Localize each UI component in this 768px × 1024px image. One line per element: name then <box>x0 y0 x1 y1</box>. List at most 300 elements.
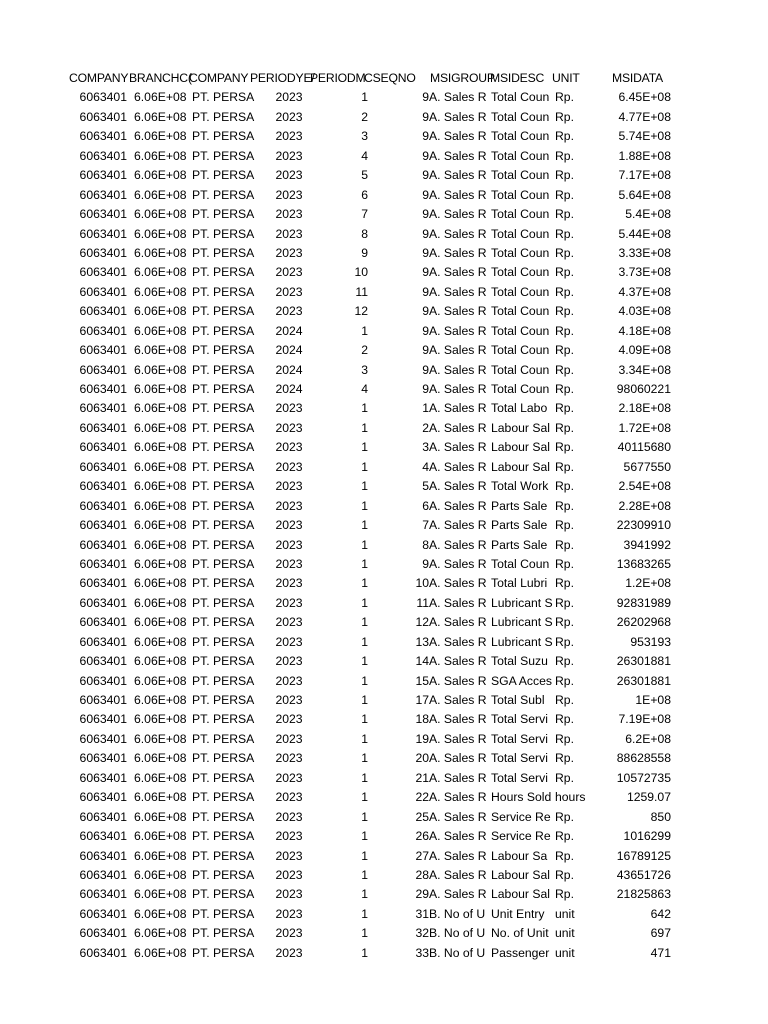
cell-periodmonth[interactable]: 1 <box>361 420 368 435</box>
cell-company[interactable]: 6063401 <box>79 809 127 824</box>
cell-periodyear[interactable]: 2023 <box>275 595 303 610</box>
cell-msidata[interactable]: 850 <box>650 809 671 824</box>
cell-unit[interactable]: Rp. <box>555 129 574 144</box>
cell-unit[interactable]: Rp. <box>555 498 574 513</box>
cell-periodmonth[interactable]: 1 <box>361 712 368 727</box>
cell-company[interactable]: 6063401 <box>79 945 127 960</box>
cell-periodmonth[interactable]: 5 <box>361 168 368 183</box>
cell-msidesc[interactable]: Total Coun <box>491 187 550 202</box>
cell-msidata[interactable]: 4.77E+08 <box>618 109 671 124</box>
cell-companyname[interactable]: PT. PERSA <box>192 459 255 474</box>
cell-periodyear[interactable]: 2023 <box>275 693 303 707</box>
cell-periodyear[interactable]: 2023 <box>275 265 303 280</box>
cell-msigroup[interactable]: A. Sales R <box>429 90 487 105</box>
cell-periodmonth[interactable]: 1 <box>361 615 368 630</box>
header-msidesc[interactable]: MSIDESC <box>490 71 545 85</box>
cell-cseqno[interactable]: 9 <box>422 265 429 280</box>
cell-companyname[interactable]: PT. PERSA <box>192 790 255 805</box>
cell-unit[interactable]: Rp. <box>555 323 574 338</box>
cell-branchcode[interactable]: 6.06E+08 <box>134 265 187 280</box>
cell-unit[interactable]: Rp. <box>555 829 574 844</box>
cell-branchcode[interactable]: 6.06E+08 <box>134 673 187 688</box>
cell-msigroup[interactable]: A. Sales R <box>429 168 487 183</box>
cell-branchcode[interactable]: 6.06E+08 <box>134 226 187 241</box>
cell-periodyear[interactable]: 2023 <box>275 245 303 260</box>
cell-companyname[interactable]: PT. PERSA <box>192 420 255 435</box>
header-company[interactable]: COMPANY <box>69 71 129 85</box>
cell-cseqno[interactable]: 32 <box>415 926 429 941</box>
cell-msidata[interactable]: 6.45E+08 <box>618 90 671 105</box>
cell-branchcode[interactable]: 6.06E+08 <box>134 187 187 202</box>
cell-msigroup[interactable]: A. Sales R <box>429 829 487 844</box>
cell-periodyear[interactable]: 2023 <box>275 168 303 183</box>
cell-periodmonth[interactable]: 1 <box>361 595 368 610</box>
cell-companyname[interactable]: PT. PERSA <box>192 304 255 319</box>
cell-unit[interactable]: Rp. <box>555 109 574 124</box>
cell-msidesc[interactable]: Labour Sal <box>491 420 550 435</box>
cell-msidesc[interactable]: Lubricant S <box>491 634 553 649</box>
cell-msigroup[interactable]: A. Sales R <box>429 459 487 474</box>
cell-companyname[interactable]: PT. PERSA <box>192 906 255 921</box>
cell-branchcode[interactable]: 6.06E+08 <box>134 926 187 941</box>
cell-companyname[interactable]: PT. PERSA <box>192 382 255 396</box>
cell-periodyear[interactable]: 2024 <box>275 323 303 338</box>
cell-branchcode[interactable]: 6.06E+08 <box>134 576 187 591</box>
cell-companyname[interactable]: PT. PERSA <box>192 148 255 163</box>
cell-periodmonth[interactable]: 1 <box>361 518 368 533</box>
cell-msidesc[interactable]: Total Servi <box>491 712 548 727</box>
cell-company[interactable]: 6063401 <box>79 265 127 280</box>
cell-cseqno[interactable]: 9 <box>422 245 429 260</box>
cell-company[interactable]: 6063401 <box>79 693 127 707</box>
cell-company[interactable]: 6063401 <box>79 148 127 163</box>
cell-companyname[interactable]: PT. PERSA <box>192 343 255 358</box>
cell-msidata[interactable]: 5.44E+08 <box>618 226 671 241</box>
cell-cseqno[interactable]: 3 <box>422 440 429 455</box>
cell-company[interactable]: 6063401 <box>79 634 127 649</box>
cell-unit[interactable]: Rp. <box>555 362 574 377</box>
cell-branchcode[interactable]: 6.06E+08 <box>134 148 187 163</box>
cell-branchcode[interactable]: 6.06E+08 <box>134 634 187 649</box>
cell-msidesc[interactable]: Total Coun <box>491 323 550 338</box>
cell-branchcode[interactable]: 6.06E+08 <box>134 168 187 183</box>
cell-unit[interactable]: Rp. <box>555 245 574 260</box>
cell-msigroup[interactable]: A. Sales R <box>429 187 487 202</box>
cell-periodyear[interactable]: 2023 <box>275 906 303 921</box>
cell-msidata[interactable]: 3.73E+08 <box>618 265 671 280</box>
cell-unit[interactable]: Rp. <box>555 712 574 727</box>
cell-cseqno[interactable]: 15 <box>415 673 429 688</box>
cell-cseqno[interactable]: 9 <box>422 343 429 358</box>
cell-msigroup[interactable]: A. Sales R <box>429 362 487 377</box>
cell-msidata[interactable]: 471 <box>650 945 671 960</box>
cell-companyname[interactable]: PT. PERSA <box>192 284 255 299</box>
cell-msidata[interactable]: 21825863 <box>616 887 671 902</box>
cell-periodmonth[interactable]: 9 <box>361 245 368 260</box>
cell-msidesc[interactable]: Total Coun <box>491 245 550 260</box>
cell-periodyear[interactable]: 2023 <box>275 615 303 630</box>
cell-periodyear[interactable]: 2023 <box>275 459 303 474</box>
cell-msigroup[interactable]: A. Sales R <box>429 323 487 338</box>
cell-unit[interactable]: Rp. <box>555 595 574 610</box>
cell-company[interactable]: 6063401 <box>79 420 127 435</box>
cell-company[interactable]: 6063401 <box>79 304 127 319</box>
cell-msidesc[interactable]: Labour Sal <box>491 440 550 455</box>
cell-periodmonth[interactable]: 1 <box>361 537 368 552</box>
cell-msidesc[interactable]: Labour Sa <box>491 848 548 863</box>
cell-msigroup[interactable]: A. Sales R <box>429 498 487 513</box>
cell-unit[interactable]: Rp. <box>555 751 574 766</box>
cell-unit[interactable]: Rp. <box>555 382 574 396</box>
cell-periodmonth[interactable]: 1 <box>361 945 368 960</box>
cell-companyname[interactable]: PT. PERSA <box>192 440 255 455</box>
cell-periodyear[interactable]: 2023 <box>275 440 303 455</box>
cell-periodyear[interactable]: 2023 <box>275 479 303 494</box>
cell-branchcode[interactable]: 6.06E+08 <box>134 809 187 824</box>
cell-company[interactable]: 6063401 <box>79 382 127 396</box>
cell-unit[interactable]: unit <box>555 926 575 941</box>
cell-companyname[interactable]: PT. PERSA <box>192 362 255 377</box>
cell-msidata[interactable]: 98060221 <box>616 382 671 396</box>
cell-msigroup[interactable]: A. Sales R <box>429 556 487 571</box>
cell-branchcode[interactable]: 6.06E+08 <box>134 401 187 416</box>
cell-msidesc[interactable]: Hours Sold <box>491 790 552 805</box>
cell-periodmonth[interactable]: 1 <box>361 673 368 688</box>
cell-cseqno[interactable]: 33 <box>415 945 429 960</box>
cell-cseqno[interactable]: 18 <box>415 712 429 727</box>
cell-companyname[interactable]: PT. PERSA <box>192 926 255 941</box>
cell-msidata[interactable]: 4.03E+08 <box>618 304 671 319</box>
cell-msigroup[interactable]: A. Sales R <box>429 440 487 455</box>
cell-cseqno[interactable]: 29 <box>415 887 429 902</box>
header-periodyear[interactable]: PERIODYE/ <box>250 71 315 85</box>
cell-unit[interactable]: Rp. <box>555 187 574 202</box>
header-unit[interactable]: UNIT <box>552 71 580 85</box>
cell-msidata[interactable]: 697 <box>650 926 671 941</box>
cell-msidata[interactable]: 26202968 <box>616 615 671 630</box>
cell-msidesc[interactable]: Parts Sale <box>491 498 548 513</box>
cell-companyname[interactable]: PT. PERSA <box>192 673 255 688</box>
cell-unit[interactable]: Rp. <box>555 440 574 455</box>
cell-company[interactable]: 6063401 <box>79 926 127 941</box>
cell-branchcode[interactable]: 6.06E+08 <box>134 867 187 882</box>
header-companyname[interactable]: COMPANY <box>189 71 249 85</box>
header-msidata[interactable]: MSIDATA <box>612 71 663 85</box>
cell-periodyear[interactable]: 2023 <box>275 634 303 649</box>
cell-company[interactable]: 6063401 <box>79 109 127 124</box>
cell-company[interactable]: 6063401 <box>79 479 127 494</box>
cell-periodmonth[interactable]: 11 <box>355 284 368 299</box>
cell-msidesc[interactable]: Total Coun <box>491 207 550 222</box>
cell-branchcode[interactable]: 6.06E+08 <box>134 654 187 669</box>
cell-branchcode[interactable]: 6.06E+08 <box>134 343 187 358</box>
cell-company[interactable]: 6063401 <box>79 440 127 455</box>
cell-unit[interactable]: unit <box>555 906 575 921</box>
cell-company[interactable]: 6063401 <box>79 343 127 358</box>
cell-msidesc[interactable]: Total Coun <box>491 148 550 163</box>
cell-companyname[interactable]: PT. PERSA <box>192 129 255 144</box>
cell-periodyear[interactable]: 2023 <box>275 226 303 241</box>
cell-company[interactable]: 6063401 <box>79 518 127 533</box>
cell-periodmonth[interactable]: 4 <box>361 382 368 396</box>
cell-msidata[interactable]: 1259.07 <box>626 790 671 805</box>
cell-periodyear[interactable]: 2023 <box>275 518 303 533</box>
cell-msigroup[interactable]: A. Sales R <box>429 304 487 319</box>
cell-branchcode[interactable]: 6.06E+08 <box>134 770 187 785</box>
cell-periodyear[interactable]: 2023 <box>275 848 303 863</box>
cell-companyname[interactable]: PT. PERSA <box>192 829 255 844</box>
cell-msidata[interactable]: 1.2E+08 <box>625 576 671 591</box>
cell-periodmonth[interactable]: 1 <box>361 576 368 591</box>
cell-companyname[interactable]: PT. PERSA <box>192 168 255 183</box>
cell-company[interactable]: 6063401 <box>79 615 127 630</box>
cell-msidata[interactable]: 88628558 <box>616 751 671 766</box>
cell-msigroup[interactable]: A. Sales R <box>429 576 487 591</box>
cell-msigroup[interactable]: A. Sales R <box>429 129 487 144</box>
cell-branchcode[interactable]: 6.06E+08 <box>134 731 187 746</box>
cell-msidesc[interactable]: Total Suzu <box>491 654 548 669</box>
cell-periodmonth[interactable]: 1 <box>361 867 368 882</box>
cell-msidata[interactable]: 2.54E+08 <box>618 479 671 494</box>
cell-msidesc[interactable]: Total Coun <box>491 284 550 299</box>
cell-periodmonth[interactable]: 1 <box>361 440 368 455</box>
cell-company[interactable]: 6063401 <box>79 537 127 552</box>
cell-msidata[interactable]: 4.18E+08 <box>618 323 671 338</box>
cell-branchcode[interactable]: 6.06E+08 <box>134 751 187 766</box>
cell-cseqno[interactable]: 26 <box>415 829 429 844</box>
cell-msidesc[interactable]: Unit Entry <box>491 906 545 921</box>
cell-cseqno[interactable]: 22 <box>415 790 429 805</box>
cell-msidesc[interactable]: Total Servi <box>491 731 548 746</box>
cell-company[interactable]: 6063401 <box>79 712 127 727</box>
cell-companyname[interactable]: PT. PERSA <box>192 265 255 280</box>
cell-branchcode[interactable]: 6.06E+08 <box>134 887 187 902</box>
cell-unit[interactable]: Rp. <box>555 168 574 183</box>
cell-unit[interactable]: Rp. <box>555 887 574 902</box>
cell-cseqno[interactable]: 7 <box>422 518 429 533</box>
cell-company[interactable]: 6063401 <box>79 887 127 902</box>
cell-periodmonth[interactable]: 1 <box>361 693 368 707</box>
cell-periodmonth[interactable]: 12 <box>354 304 368 319</box>
header-branchcode[interactable]: BRANCHC( <box>129 71 192 85</box>
cell-company[interactable]: 6063401 <box>79 770 127 785</box>
cell-companyname[interactable]: PT. PERSA <box>192 498 255 513</box>
cell-msidesc[interactable]: Lubricant S <box>491 595 553 610</box>
cell-cseqno[interactable]: 1 <box>422 401 429 416</box>
cell-unit[interactable]: Rp. <box>555 479 574 494</box>
cell-companyname[interactable]: PT. PERSA <box>192 323 255 338</box>
cell-msidata[interactable]: 3.33E+08 <box>618 245 671 260</box>
cell-periodyear[interactable]: 2023 <box>275 537 303 552</box>
cell-companyname[interactable]: PT. PERSA <box>192 245 255 260</box>
cell-periodyear[interactable]: 2023 <box>275 887 303 902</box>
cell-periodmonth[interactable]: 1 <box>361 498 368 513</box>
cell-branchcode[interactable]: 6.06E+08 <box>134 518 187 533</box>
cell-branchcode[interactable]: 6.06E+08 <box>134 693 187 707</box>
cell-msidesc[interactable]: Total Coun <box>491 129 550 144</box>
cell-cseqno[interactable]: 13 <box>415 634 429 649</box>
cell-branchcode[interactable]: 6.06E+08 <box>134 712 187 727</box>
cell-periodmonth[interactable]: 4 <box>361 148 368 163</box>
cell-cseqno[interactable]: 17 <box>415 693 429 707</box>
cell-company[interactable]: 6063401 <box>79 673 127 688</box>
cell-companyname[interactable]: PT. PERSA <box>192 731 255 746</box>
cell-companyname[interactable]: PT. PERSA <box>192 576 255 591</box>
cell-msidesc[interactable]: Passenger <box>491 945 550 960</box>
cell-msidesc[interactable]: Total Coun <box>491 168 550 183</box>
cell-periodmonth[interactable]: 1 <box>361 829 368 844</box>
cell-cseqno[interactable]: 5 <box>422 479 429 494</box>
cell-unit[interactable]: Rp. <box>555 284 574 299</box>
cell-msidesc[interactable]: Total Servi <box>491 751 548 766</box>
cell-cseqno[interactable]: 4 <box>422 459 429 474</box>
cell-msigroup[interactable]: A. Sales R <box>429 712 487 727</box>
cell-periodmonth[interactable]: 1 <box>361 926 368 941</box>
cell-msidesc[interactable]: Parts Sale <box>491 518 548 533</box>
cell-periodyear[interactable]: 2023 <box>275 187 303 202</box>
cell-companyname[interactable]: PT. PERSA <box>192 556 255 571</box>
cell-periodmonth[interactable]: 1 <box>361 770 368 785</box>
cell-msidata[interactable]: 2.28E+08 <box>618 498 671 513</box>
cell-unit[interactable]: hours <box>555 790 586 805</box>
cell-cseqno[interactable]: 9 <box>422 187 429 202</box>
cell-msigroup[interactable]: A. Sales R <box>429 245 487 260</box>
cell-companyname[interactable]: PT. PERSA <box>192 848 255 863</box>
cell-branchcode[interactable]: 6.06E+08 <box>134 459 187 474</box>
cell-msigroup[interactable]: A. Sales R <box>429 420 487 435</box>
cell-cseqno[interactable]: 9 <box>422 284 429 299</box>
cell-companyname[interactable]: PT. PERSA <box>192 809 255 824</box>
cell-cseqno[interactable]: 14 <box>415 654 429 669</box>
cell-cseqno[interactable]: 20 <box>415 751 429 766</box>
cell-company[interactable]: 6063401 <box>79 207 127 222</box>
cell-periodmonth[interactable]: 1 <box>361 654 368 669</box>
cell-branchcode[interactable]: 6.06E+08 <box>134 906 187 921</box>
cell-periodyear[interactable]: 2024 <box>275 382 303 396</box>
cell-branchcode[interactable]: 6.06E+08 <box>134 284 187 299</box>
cell-msidesc[interactable]: Total Coun <box>491 226 550 241</box>
cell-msigroup[interactable]: A. Sales R <box>429 673 487 688</box>
cell-cseqno[interactable]: 28 <box>415 867 429 882</box>
cell-company[interactable]: 6063401 <box>79 129 127 144</box>
cell-msigroup[interactable]: A. Sales R <box>429 790 487 805</box>
cell-msigroup[interactable]: A. Sales R <box>429 401 487 416</box>
cell-msidesc[interactable]: Total Coun <box>491 90 550 105</box>
header-msigroup[interactable]: MSIGROUP <box>430 71 495 85</box>
cell-periodmonth[interactable]: 10 <box>354 265 368 280</box>
cell-company[interactable]: 6063401 <box>79 731 127 746</box>
cell-msidata[interactable]: 1E+08 <box>635 693 671 707</box>
cell-msidata[interactable]: 16789125 <box>616 848 671 863</box>
cell-msigroup[interactable]: A. Sales R <box>429 809 487 824</box>
cell-msidesc[interactable]: Total Coun <box>491 304 550 319</box>
cell-msidata[interactable]: 40115680 <box>617 440 671 455</box>
cell-unit[interactable]: Rp. <box>555 770 574 785</box>
cell-branchcode[interactable]: 6.06E+08 <box>134 945 187 960</box>
cell-msidata[interactable]: 4.09E+08 <box>618 343 671 358</box>
cell-msidata[interactable]: 3941992 <box>623 537 671 552</box>
cell-msidata[interactable]: 953193 <box>630 634 671 649</box>
cell-cseqno[interactable]: 27 <box>415 848 429 863</box>
cell-branchcode[interactable]: 6.06E+08 <box>134 245 187 260</box>
cell-companyname[interactable]: PT. PERSA <box>192 867 255 882</box>
cell-msigroup[interactable]: A. Sales R <box>429 595 487 610</box>
header-cseqno[interactable]: CSEQNO <box>364 71 416 85</box>
cell-msidesc[interactable]: Service Re <box>491 829 551 844</box>
cell-unit[interactable]: Rp. <box>555 809 574 824</box>
cell-company[interactable]: 6063401 <box>79 226 127 241</box>
cell-companyname[interactable]: PT. PERSA <box>192 401 255 416</box>
cell-periodmonth[interactable]: 1 <box>361 556 368 571</box>
cell-periodmonth[interactable]: 8 <box>361 226 368 241</box>
cell-company[interactable]: 6063401 <box>79 459 127 474</box>
cell-msigroup[interactable]: A. Sales R <box>429 537 487 552</box>
cell-company[interactable]: 6063401 <box>79 867 127 882</box>
cell-branchcode[interactable]: 6.06E+08 <box>134 304 187 319</box>
cell-msidesc[interactable]: Total Coun <box>491 382 550 396</box>
cell-msigroup[interactable]: A. Sales R <box>429 148 487 163</box>
cell-periodyear[interactable]: 2023 <box>275 420 303 435</box>
cell-periodyear[interactable]: 2023 <box>275 207 303 222</box>
cell-company[interactable]: 6063401 <box>79 576 127 591</box>
cell-unit[interactable]: Rp. <box>555 693 574 707</box>
cell-msidata[interactable]: 13683265 <box>616 556 671 571</box>
cell-msigroup[interactable]: A. Sales R <box>429 479 487 494</box>
cell-companyname[interactable]: PT. PERSA <box>192 90 255 105</box>
cell-msigroup[interactable]: B. No of U <box>429 926 486 941</box>
cell-unit[interactable]: unit <box>555 945 575 960</box>
cell-branchcode[interactable]: 6.06E+08 <box>134 420 187 435</box>
cell-company[interactable]: 6063401 <box>79 654 127 669</box>
cell-company[interactable]: 6063401 <box>79 284 127 299</box>
cell-cseqno[interactable]: 9 <box>422 304 429 319</box>
cell-periodyear[interactable]: 2023 <box>275 945 303 960</box>
cell-msidesc[interactable]: Total Coun <box>491 109 550 124</box>
cell-periodmonth[interactable]: 1 <box>361 731 368 746</box>
cell-branchcode[interactable]: 6.06E+08 <box>134 615 187 630</box>
cell-msidesc[interactable]: Total Subl <box>491 693 545 707</box>
cell-cseqno[interactable]: 19 <box>415 731 429 746</box>
cell-msidata[interactable]: 26301881 <box>616 673 671 688</box>
cell-periodmonth[interactable]: 1 <box>361 401 368 416</box>
cell-msigroup[interactable]: A. Sales R <box>429 751 487 766</box>
cell-unit[interactable]: Rp. <box>555 537 574 552</box>
cell-branchcode[interactable]: 6.06E+08 <box>134 382 187 396</box>
cell-branchcode[interactable]: 6.06E+08 <box>134 479 187 494</box>
cell-msigroup[interactable]: A. Sales R <box>429 887 487 902</box>
cell-msidesc[interactable]: Labour Sal <box>491 867 550 882</box>
cell-msidesc[interactable]: Total Coun <box>491 362 550 377</box>
cell-msigroup[interactable]: A. Sales R <box>429 867 487 882</box>
cell-companyname[interactable]: PT. PERSA <box>192 712 255 727</box>
cell-msidata[interactable]: 10572735 <box>616 770 671 785</box>
cell-company[interactable]: 6063401 <box>79 362 127 377</box>
cell-msidata[interactable]: 22309910 <box>616 518 671 533</box>
cell-periodyear[interactable]: 2024 <box>275 343 303 358</box>
cell-companyname[interactable]: PT. PERSA <box>192 187 255 202</box>
cell-unit[interactable]: Rp. <box>555 731 574 746</box>
cell-branchcode[interactable]: 6.06E+08 <box>134 207 187 222</box>
cell-periodyear[interactable]: 2023 <box>275 148 303 163</box>
cell-branchcode[interactable]: 6.06E+08 <box>134 362 187 377</box>
cell-companyname[interactable]: PT. PERSA <box>192 207 255 222</box>
cell-branchcode[interactable]: 6.06E+08 <box>134 790 187 805</box>
cell-msidesc[interactable]: Total Coun <box>491 343 550 358</box>
cell-msidesc[interactable]: Lubricant S <box>491 615 553 630</box>
cell-msigroup[interactable]: A. Sales R <box>429 343 487 358</box>
cell-unit[interactable]: Rp. <box>555 518 574 533</box>
cell-unit[interactable]: Rp. <box>555 148 574 163</box>
